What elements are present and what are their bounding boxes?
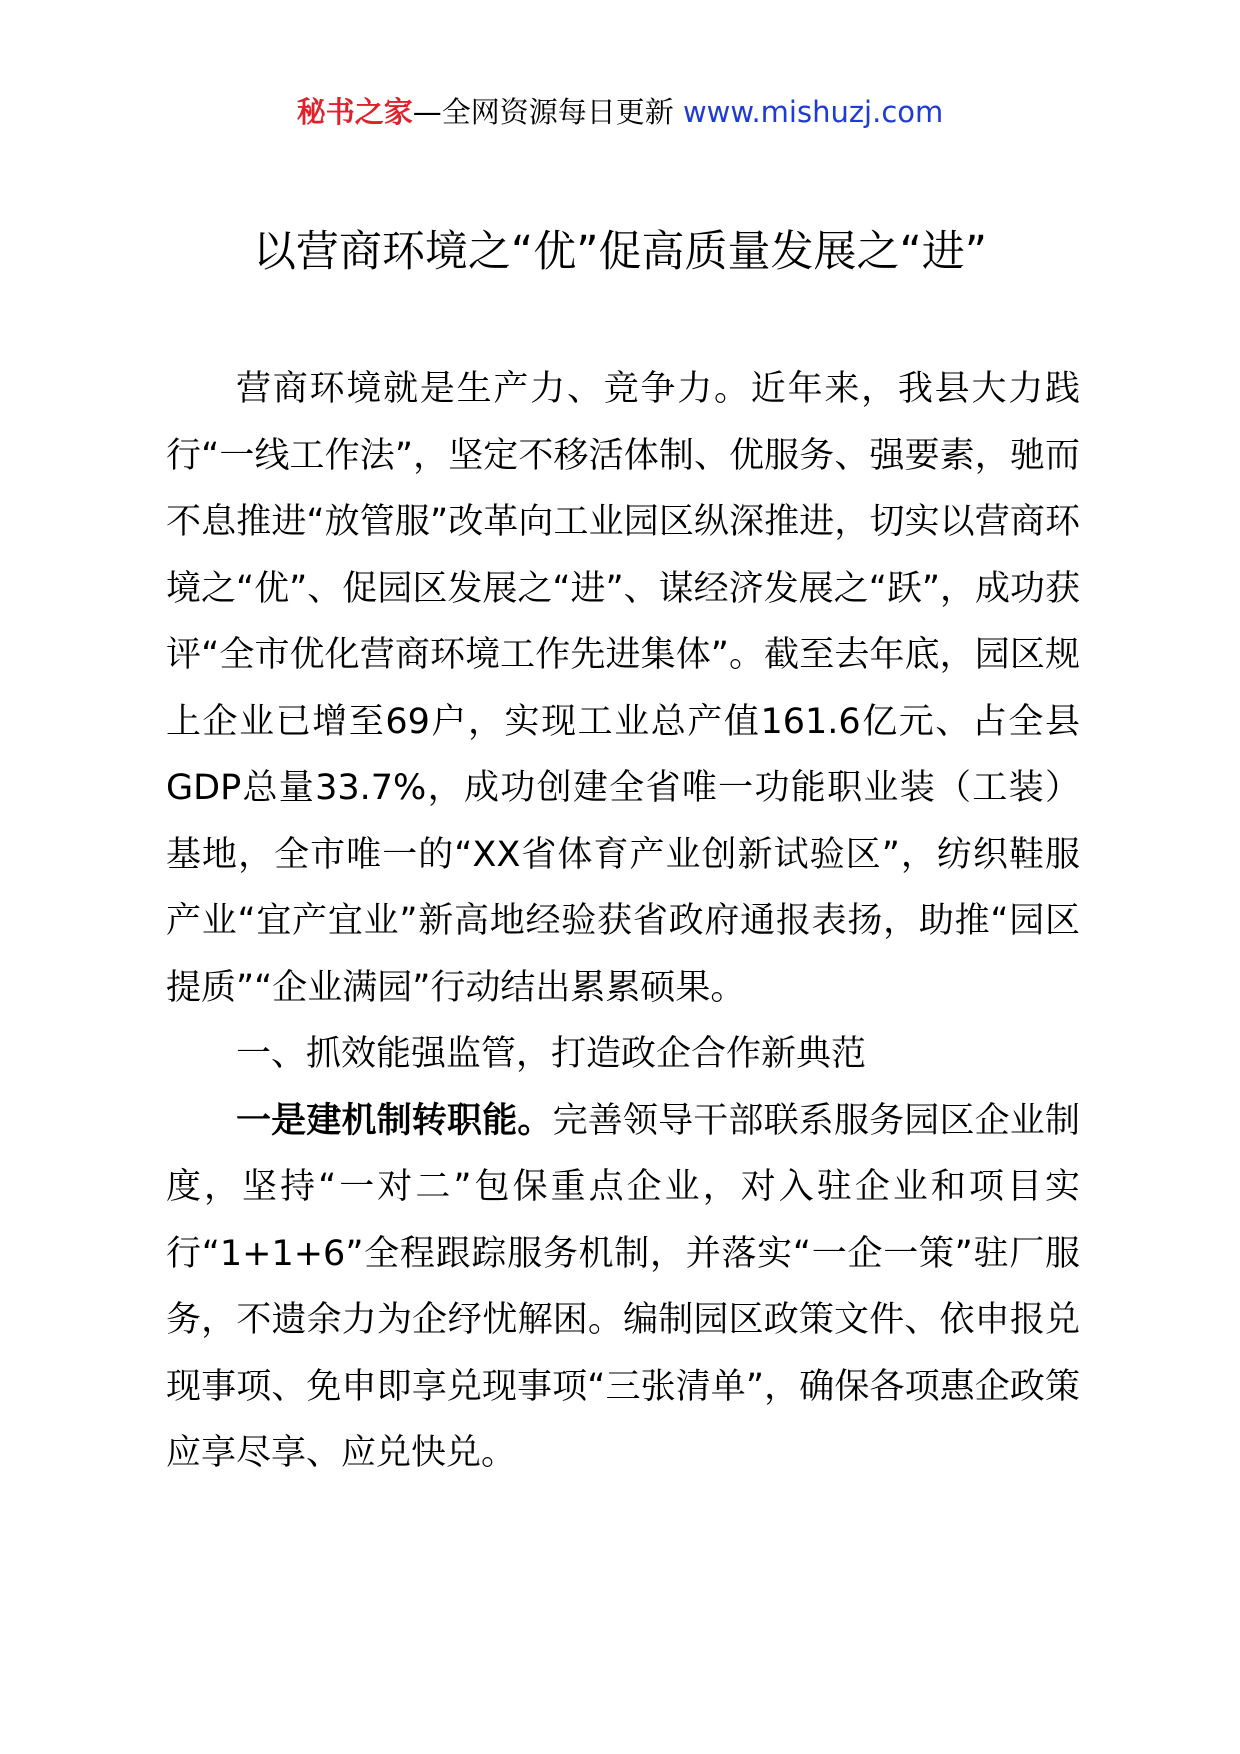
site-url-link[interactable]: www.mishuzj.com bbox=[682, 95, 944, 129]
site-banner bbox=[0, 92, 1240, 132]
point-lead: 一是建机制转职能。 bbox=[236, 1100, 553, 1141]
intro-paragraph: 营商环境就是生产力、竞争力。近年来，我县大力践行“一线工作法”，坚定不移活体制、优服务、强要素，驰而不息推进“放管服”改革向工业园区纵深推进，切实以营商环境之“优”、促园区发展之“进”、谋经济发展之“跃”，成功获评“全市优化营商环境工作先进集体”。截至去年底，园区规上企业已增至69户，实现工业总产值161.6亿元、占全县GDP总量33.7%，成功创建全省唯一功能职业装（工装）基地，全市唯一的“XX省体育产业创新试验区”，纺织鞋服产业“宜产宜业”新高地经验获省政府通报表扬，助推“园区提质”“企业满园”行动结出累累硕果。 bbox=[166, 369, 1080, 1008]
document-body bbox=[166, 356, 1080, 1487]
brand-name: 秘书之家 bbox=[296, 95, 413, 129]
point-text: 完善领导干部联系服务园区企业制度，坚持“一对二”包保重点企业，对入驻企业和项目实行“1+1+6”全程跟踪服务机制，并落实“一企一策”驻厂服务，不遗余力为企纾忧解困。编制园区政策文件、依申报兑现事项、免申即享兑现事项“三张清单”，确保各项惠企政策应享尽享、应兑快兑。 bbox=[166, 1100, 1080, 1473]
point-paragraph bbox=[166, 1088, 1080, 1487]
document-title: 以营商环境之“优”促高质量发展之“进” bbox=[252, 227, 988, 277]
section-heading: 一、抓效能强监管，打造政企合作新典范 bbox=[236, 1034, 867, 1074]
banner-tagline: —全网资源每日更新 bbox=[412, 95, 683, 129]
